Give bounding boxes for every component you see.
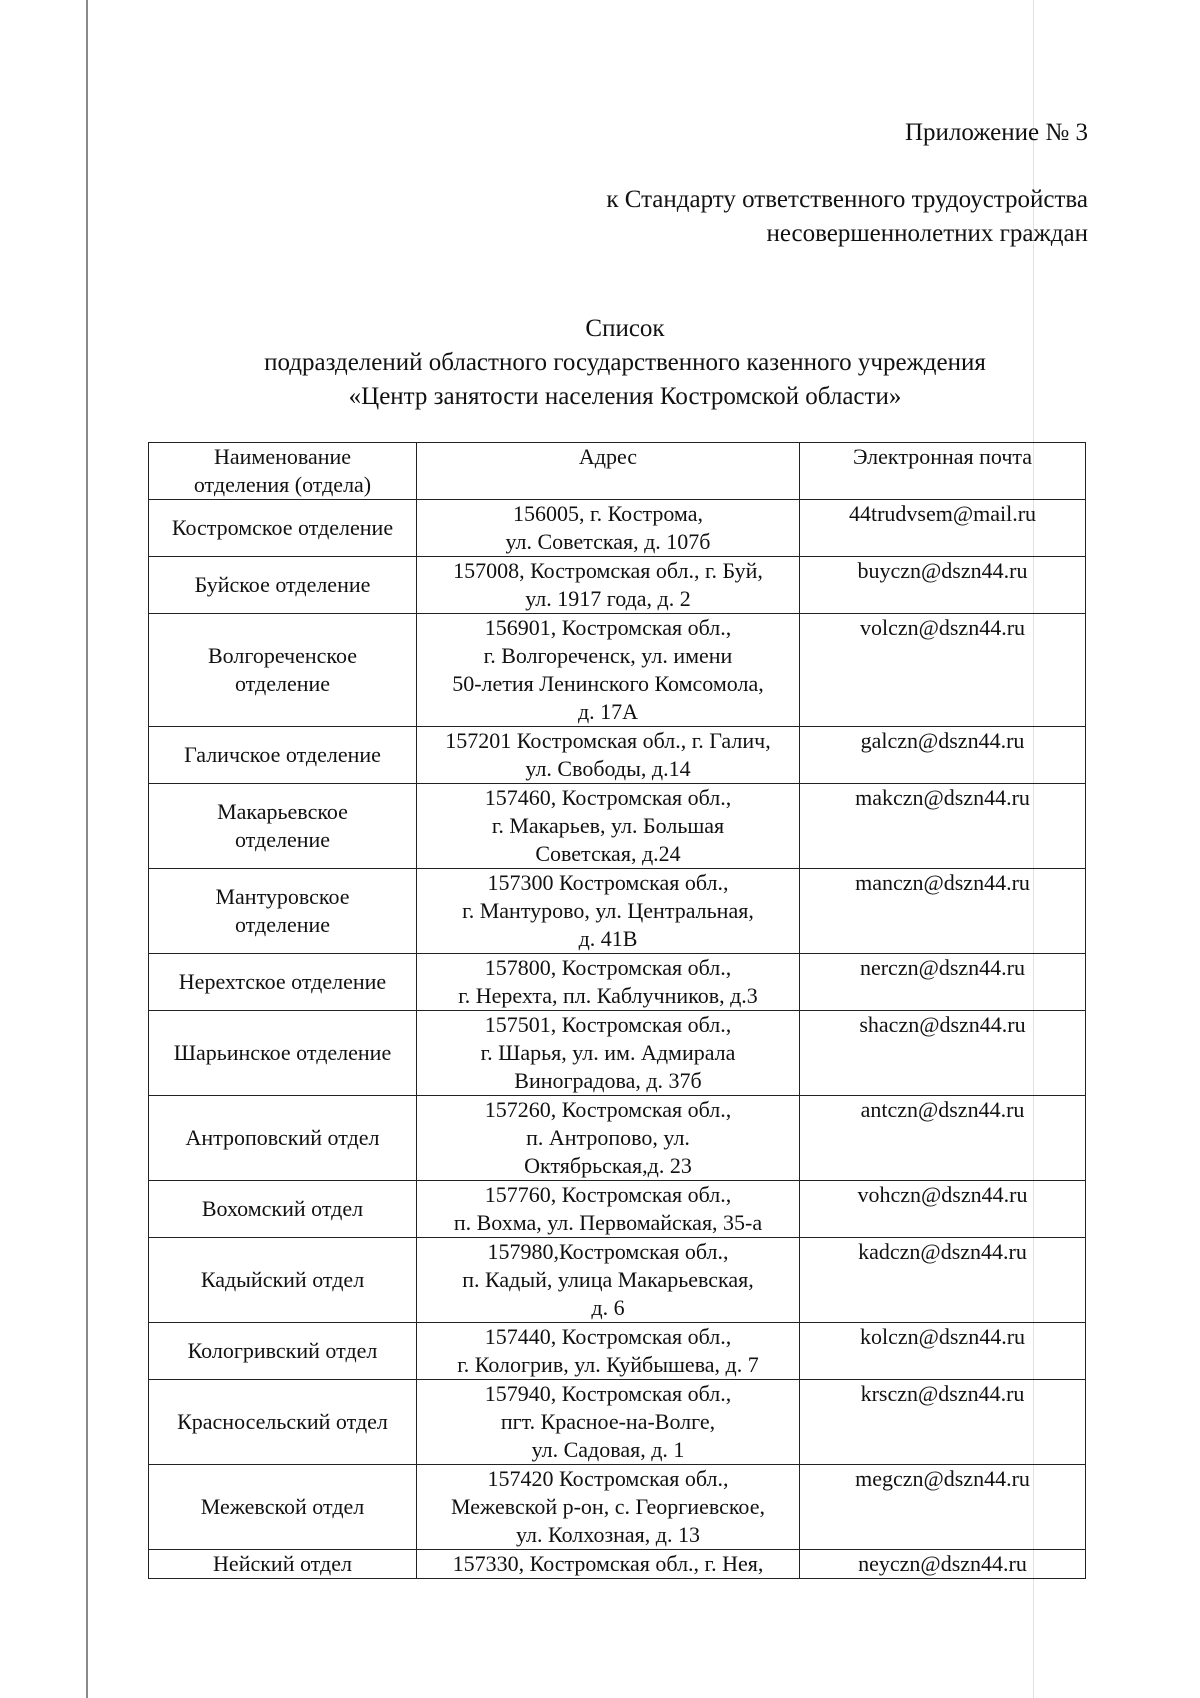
office-address-line: п. Кадый, улица Макарьевская, [462, 1267, 754, 1292]
office-name-cell [149, 869, 417, 954]
office-address-line: 156005, г. Кострома, [513, 501, 703, 526]
office-email: volczn@dszn44.ru [800, 614, 1086, 727]
office-name: Межевской отдел [200, 1494, 365, 1519]
office-address-line: 157501, Костромская обл., [484, 1012, 732, 1037]
title-line3: «Центр занятости населения Костромской области» [348, 383, 902, 410]
office-name: Костромское отделение [171, 515, 394, 540]
office-name-cell [149, 1465, 417, 1550]
table-row [149, 954, 1086, 1011]
office-address-line: 157201 Костромская обл., г. Галич, [445, 728, 771, 753]
office-name: Шарьинское отделение [173, 1040, 392, 1065]
office-name: Нейский отдел [213, 1551, 352, 1576]
office-email: buyczn@dszn44.ru [800, 557, 1086, 614]
office-address-line: ул. Колхозная, д. 13 [516, 1522, 700, 1547]
office-address-line: 157940, Костромская обл., [484, 1381, 732, 1406]
office-email: 44trudvsem@mail.ru [800, 500, 1086, 557]
office-address-cell [417, 1238, 800, 1323]
header-name-line1: Наименование [213, 444, 352, 469]
table-row [149, 1238, 1086, 1323]
office-name-cell [149, 784, 417, 869]
office-address-line: 157800, Костромская обл., [484, 955, 732, 980]
office-name-cell [149, 1550, 417, 1579]
table-row [149, 500, 1086, 557]
office-name: отделение [234, 671, 331, 696]
office-address-cell [417, 1465, 800, 1550]
office-address-line: пгт. Красное-на-Волге, [500, 1409, 716, 1434]
office-email: manczn@dszn44.ru [800, 869, 1086, 954]
table-row [149, 1380, 1086, 1465]
appendix-label [905, 116, 1088, 150]
office-name: отделение [234, 912, 331, 937]
table-row [149, 1465, 1086, 1550]
office-address-line: г. Макарьев, ул. Большая [491, 813, 725, 838]
office-email: vohczn@dszn44.ru [800, 1181, 1086, 1238]
office-address-cell [417, 784, 800, 869]
office-name: Мантуровское [215, 884, 350, 909]
office-email: kadczn@dszn44.ru [800, 1238, 1086, 1323]
office-name: отделение [234, 827, 331, 852]
office-address-line: Виноградова, д. 37б [514, 1068, 702, 1093]
office-address-line: г. Нерехта, пл. Каблучников, д.3 [458, 983, 758, 1008]
office-address-line: 157008, Костромская обл., г. Буй, [453, 558, 763, 583]
office-name: Галичское отделение [184, 742, 381, 767]
office-address-cell [417, 614, 800, 727]
offices-table [148, 442, 1086, 1579]
table-row [149, 1011, 1086, 1096]
table-row [149, 1550, 1086, 1579]
office-address-cell [417, 1181, 800, 1238]
table-row [149, 727, 1086, 784]
office-name-cell [149, 614, 417, 727]
office-name: Волгореченское [207, 643, 358, 668]
office-address-line: ул. 1917 года, д. 2 [525, 586, 691, 611]
table-row [149, 784, 1086, 869]
office-name: Нерехтское отделение [178, 969, 387, 994]
office-address-cell [417, 1550, 800, 1579]
office-email: neyczn@dszn44.ru [800, 1550, 1086, 1579]
office-address-line: Октябрьская,д. 23 [524, 1153, 692, 1178]
office-address-cell [417, 1323, 800, 1380]
office-address-line: Советская, д.24 [535, 841, 681, 866]
office-address-line: 157300 Костромская обл., [487, 870, 729, 895]
office-name-cell [149, 557, 417, 614]
office-name: Антроповский отдел [185, 1125, 380, 1150]
title-line2: подразделений областного государственного казенного учреждения [264, 349, 986, 376]
table-row [149, 869, 1086, 954]
office-address-line: 157980,Костромская обл., [487, 1239, 729, 1264]
office-address-line: 157760, Костромская обл., [484, 1182, 732, 1207]
office-email: kolczn@dszn44.ru [800, 1323, 1086, 1380]
table-row [149, 1096, 1086, 1181]
office-email: megczn@dszn44.ru [800, 1465, 1086, 1550]
header-name [149, 443, 417, 500]
office-address-line: ул. Садовая, д. 1 [531, 1437, 685, 1462]
standard-reference [606, 183, 1088, 251]
office-address-line: Межевской р-он, с. Георгиевское, [451, 1494, 765, 1519]
table-row [149, 1181, 1086, 1238]
office-email: galczn@dszn44.ru [800, 727, 1086, 784]
office-address-line: 157440, Костромская обл., [484, 1324, 732, 1349]
office-email: makczn@dszn44.ru [800, 784, 1086, 869]
table-body [149, 500, 1086, 1579]
office-name: Кадыйский отдел [200, 1267, 365, 1292]
office-address-cell [417, 954, 800, 1011]
office-address-cell [417, 1380, 800, 1465]
office-address-line: г. Кологрив, ул. Куйбышева, д. 7 [457, 1352, 759, 1377]
office-address-line: п. Вохма, ул. Первомайская, 35-а [453, 1210, 763, 1235]
office-address-line: 156901, Костромская обл., [484, 615, 732, 640]
document-title [150, 312, 1100, 414]
office-address-line: г. Мантурово, ул. Центральная, [462, 898, 754, 923]
office-name: Макарьевское [217, 799, 348, 824]
office-email: antczn@dszn44.ru [800, 1096, 1086, 1181]
office-address-cell [417, 869, 800, 954]
office-name-cell [149, 727, 417, 784]
table-header-row [149, 443, 1086, 500]
office-name-cell [149, 1380, 417, 1465]
office-address-line: д. 41В [578, 926, 638, 951]
office-name: Кологривский отдел [187, 1338, 378, 1363]
table-row [149, 1323, 1086, 1380]
table-row [149, 614, 1086, 727]
office-email: krsczn@dszn44.ru [800, 1380, 1086, 1465]
office-name: Вохомский отдел [201, 1196, 364, 1221]
office-name-cell [149, 954, 417, 1011]
office-address-line: п. Антропово, ул. [526, 1125, 690, 1150]
office-name: Красносельский отдел [177, 1409, 388, 1434]
office-name-cell [149, 1096, 417, 1181]
office-address-cell [417, 727, 800, 784]
office-address-line: г. Волгореченск, ул. имени [483, 643, 733, 668]
office-name-cell [149, 500, 417, 557]
office-name-cell [149, 1181, 417, 1238]
office-address-line: д. 17А [577, 699, 639, 724]
appendix-number: Приложение № 3 [904, 119, 1088, 146]
office-address-line: 157260, Костромская обл., [484, 1097, 732, 1122]
office-address-cell [417, 500, 800, 557]
header-address: Адрес [417, 443, 800, 500]
office-name-cell [149, 1323, 417, 1380]
office-address-line: г. Шарья, ул. им. Адмирала [480, 1040, 736, 1065]
office-name-cell [149, 1011, 417, 1096]
office-address-line: 157420 Костромская обл., [487, 1466, 729, 1491]
office-address-line: 157460, Костромская обл., [484, 785, 732, 810]
office-address-line: д. 6 [591, 1295, 625, 1320]
office-address-line: ул. Свободы, д.14 [525, 756, 691, 781]
scan-margin-line [86, 0, 88, 1698]
office-address-line: 50-летия Ленинского Комсомола, [452, 671, 764, 696]
header-name-line2: отделения (отдела) [193, 472, 372, 497]
office-address-line: 157330, Костромская обл., г. Нея, [452, 1551, 764, 1576]
office-email: nerczn@dszn44.ru [800, 954, 1086, 1011]
office-address-cell [417, 1096, 800, 1181]
standard-reference-line1: к Стандарту ответственного трудоустройства [606, 186, 1088, 213]
office-address-cell [417, 557, 800, 614]
office-name: Буйское отделение [194, 572, 371, 597]
table-row [149, 557, 1086, 614]
office-name-cell [149, 1238, 417, 1323]
office-email: shaczn@dszn44.ru [800, 1011, 1086, 1096]
title-line1: Список [585, 315, 665, 342]
office-address-line: ул. Советская, д. 107б [505, 529, 711, 554]
header-email: Электронная почта [800, 443, 1086, 500]
office-address-cell [417, 1011, 800, 1096]
standard-reference-line2: несовершеннолетних граждан [766, 220, 1088, 247]
